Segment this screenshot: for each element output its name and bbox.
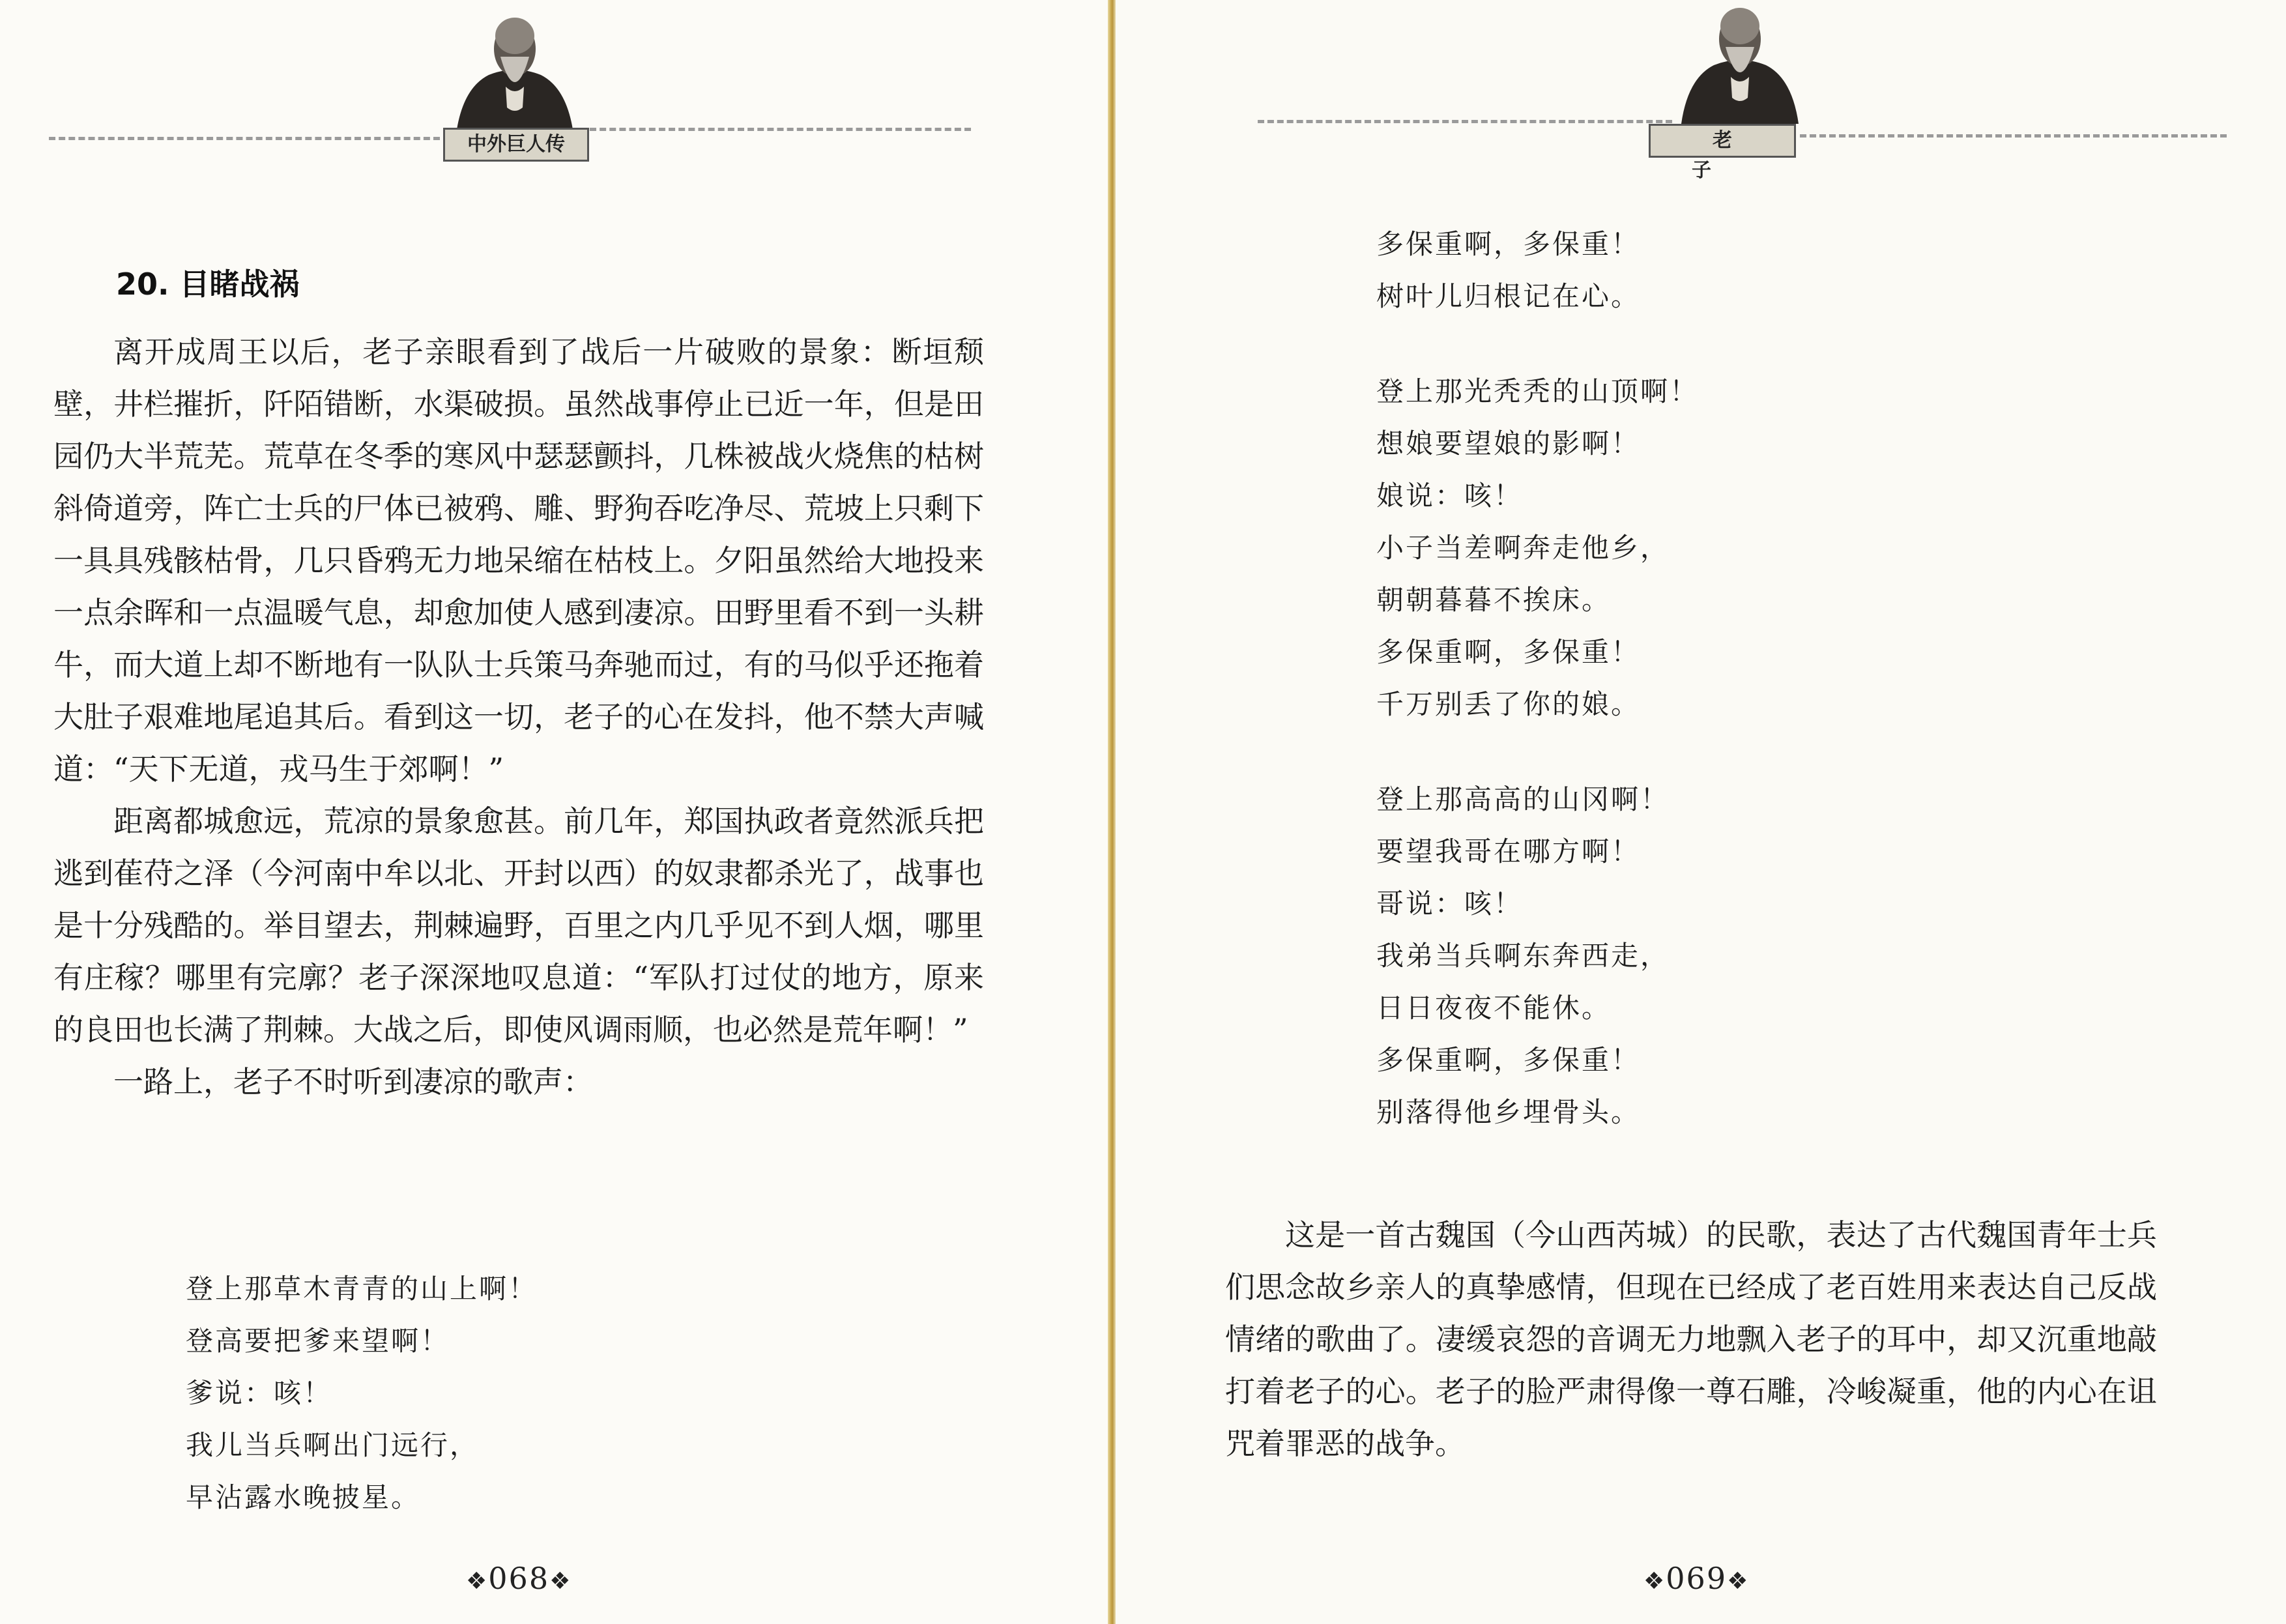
laozi-portrait-icon [450, 10, 580, 134]
commentary-text [1225, 1209, 2157, 1470]
poem-line: 爹说：咳！ [186, 1377, 333, 1409]
poem-line: 登高要把爹来望啊！ [186, 1325, 450, 1357]
poem-line: 多保重啊，多保重！ [1376, 228, 1641, 260]
header-dashed-rule-right [590, 128, 971, 131]
poem-block [186, 1263, 538, 1524]
ornament-icon: ❖ [1643, 1568, 1666, 1595]
header-label: 中外巨人传 [443, 128, 589, 162]
laozi-portrait-icon [1675, 0, 1805, 124]
header-dashed-rule-left [49, 137, 440, 140]
paragraph: 离开成周王以后，老子亲眼看到了战后一片破败的景象：断垣颓壁，井栏摧折，阡陌错断，水渠破损。虽然战事停止已近一年，但是田园仍大半荒芜。荒草在冬季的寒风中瑟瑟颤抖，几株被战火烧焦的枯树斜倚道旁，阵亡士兵的尸体已被鸦、雕、野狗吞吃净尽、荒坡上只剩下一具具残骸枯骨，几只昏鸦无力地呆缩在枯枝上。夕阳虽然给大地投来一点余晖和一点温暖气息，却愈加使人感到凄凉。田野里看不到一头耕牛，而大道上却不断地有一队队士兵策马奔驰而过，有的马似乎还拖着大肚子艰难地尾追其后。看到这一切，老子的心在发抖，他不禁大声喊道：“天下无道，戎马生于郊啊！” [53, 334, 984, 787]
poem-line: 多保重啊，多保重！ [1376, 636, 1641, 668]
page-number [1643, 1561, 1749, 1596]
paragraph: 这是一首古魏国（今山西芮城）的民歌，表达了古代魏国青年士兵们思念故乡亲人的真挚感情，但现在已经成了老百姓用来表达自己反战情绪的歌曲了。凄缓哀怨的音调无力地飘入老子的耳中，却又沉重地敲打着老子的心。老子的脸严肃得像一尊石雕，冷峻凝重，他的内心在诅咒着罪恶的战争。 [1225, 1217, 2157, 1461]
chapter-title: 20. 目睹战祸 [116, 267, 300, 302]
poem-line: 我儿当兵啊出门远行， [186, 1429, 480, 1461]
poem-line: 日日夜夜不能休。 [1376, 992, 1612, 1024]
poem-line: 千万别丢了你的娘。 [1376, 688, 1641, 720]
poem-line: 小子当差啊奔走他乡， [1376, 532, 1670, 564]
poem-line: 别落得他乡埋骨头。 [1376, 1096, 1641, 1128]
left-page [0, 0, 1108, 1624]
poem-line: 多保重啊，多保重！ [1376, 1044, 1641, 1076]
ornament-icon: ❖ [1727, 1568, 1750, 1595]
header-label: 老子 [1649, 124, 1796, 158]
poem-block [1376, 218, 1699, 1138]
poem-line: 朝朝暮暮不挨床。 [1376, 584, 1612, 616]
poem-line: 登上那高高的山冈啊！ [1376, 783, 1670, 815]
poem-line: 我弟当兵啊东奔西走， [1376, 940, 1670, 972]
poem-line: 早沾露水晚披星。 [186, 1481, 421, 1513]
page-number-value: 069 [1666, 1561, 1728, 1596]
ornament-icon: ❖ [466, 1568, 489, 1595]
header-dashed-rule-right [1800, 134, 2227, 138]
body-text [53, 326, 984, 1108]
page-number-value: 068 [488, 1561, 550, 1596]
poem-line: 登上那草木青青的山上啊！ [186, 1273, 538, 1305]
poem-line: 哥说：咳！ [1376, 888, 1524, 920]
paragraph: 距离都城愈远，荒凉的景象愈甚。前几年，郑国执政者竟然派兵把逃到萑苻之泽（今河南中牟以北、开封以西）的奴隶都杀光了，战事也是十分残酷的。举目望去，荆棘遍野，百里之内几乎见不到人烟，哪里有庄稼？哪里有完廓？老子深深地叹息道：“军队打过仗的地方，原来的良田也长满了荆棘。大战之后，即使风调雨顺，也必然是荒年啊！” [53, 804, 984, 1047]
poem-line: 要望我哥在哪方啊！ [1376, 835, 1641, 867]
poem-line: 树叶儿归根记在心。 [1376, 280, 1641, 312]
page-number [466, 1561, 572, 1596]
book-gutter [1108, 0, 1116, 1624]
paragraph: 一路上，老子不时听到凄凉的歌声： [113, 1064, 593, 1099]
poem-line: 娘说：咳！ [1376, 480, 1524, 512]
ornament-icon: ❖ [549, 1568, 572, 1595]
poem-line: 想娘要望娘的影啊！ [1376, 428, 1641, 459]
poem-line: 登上那光秃秃的山顶啊！ [1376, 375, 1700, 407]
